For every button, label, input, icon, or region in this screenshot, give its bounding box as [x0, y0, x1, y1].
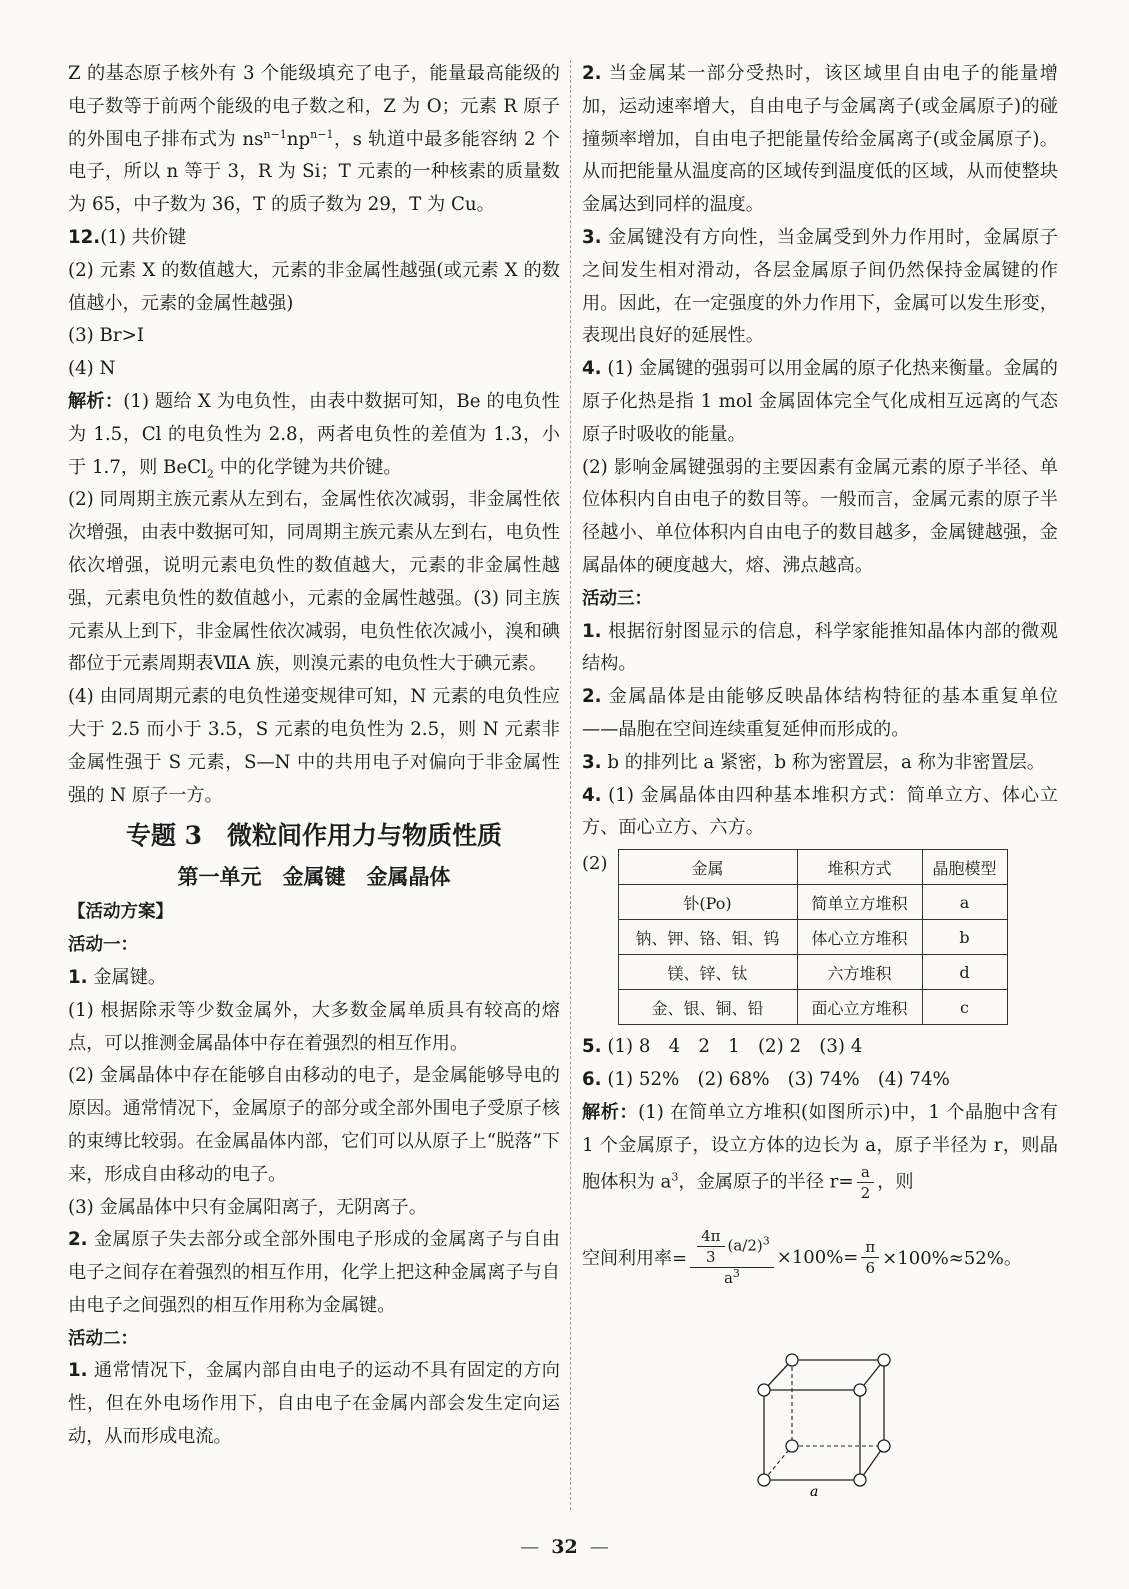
table-header: 堆积方式 [797, 850, 922, 885]
table-cell: 体心立方堆积 [797, 920, 922, 955]
table-cell: b [922, 920, 1007, 955]
analysis-12-2: (2) 同周期主族元素从左到右，金属性依次减弱，非金属性依次增强，由表中数据可知，同周期主族元素从左到右，电负性依次增强，说明元素电负性的数值越大，元素的非金属性越强，元素电负性的数值越小，元素的金属性越强。(3) 同主族元素从上到下，非金属性依次减弱，电负性依次减小，溴和碘都位于元素周期表ⅦA 族，则溴元素的电负性大于碘元素。 [68, 489, 560, 675]
activity-2-item-2: 2. 当金属某一部分受热时，该区域里自由电子的能量增加，运动速率增大，自由电子与金属离子(或金属原子)的碰撞频率增加，自由电子把能量传给金属离子(或金属原子)。从而把能量从温度高的区域传到温度低的区域，从而使整块金属达到同样的温度。 [582, 63, 1058, 216]
analysis-12-4: (4) 由同周期元素的电负性递变规律可知，N 元素的电负性应大于 2.5 而小于 3.5，S 元素的电负性为 2.5，则 N 元素非金属性强于 S 元素，S—N 中的共用电子对偏向于非金属性强的 N 原子一方。 [68, 686, 560, 806]
unit-title: 第一单元 金属键 金属晶体 [177, 864, 451, 890]
table-row [618, 955, 1007, 990]
table-row [618, 885, 1007, 920]
paragraph-z-analysis: Z 的基态原子核外有 3 个能级填充了电子，能量最高能级的电子数等于前两个能级的电子数之和，Z 为 O；元素 R 原子的外围电子排布式为 $ns^{n-1}np^{n-1}$，s 轨道中最多能容纳 2 个电子，所以 n 等于 3，R 为 Si；T 元素的一种核素的质量数为 65，中子数为 36，T 的质子数为 29，T 为 Cu。 [68, 63, 560, 216]
table-header: 金属 [618, 850, 797, 885]
activity-2-item-3: 3. 金属键没有方向性，当金属受到外力作用时，金属原子之间发生相对滑动，各层金属原子间仍然保持金属键的作用。因此，在一定强度的外力作用下，金属可以发生形变，表现出良好的延展性。 [582, 226, 1058, 347]
atom-node [878, 1354, 890, 1366]
activity-1-item-1b: (2) 金属晶体中存在能够自由移动的电子，是金属能够导电的原因。通常情况下，金属原子的部分或全部外围电子受原子核的束缚比较弱。在金属晶体内部，它们可以从原子上“脱落”下来，形成自由移动的电子。 [68, 1065, 560, 1185]
answer-12-2: (2) 元素 X 的数值越大，元素的非金属性越强(或元素 X 的数值越小，元素的金属性越强) [68, 259, 560, 314]
page-number: — 32 — [520, 1536, 609, 1558]
item-4-2-label: (2) [582, 853, 608, 875]
activity-2-item-1: 1. 通常情况下，金属内部自由电子的运动不具有固定的方向性，但在外电场作用下，自由电子在金属内部会发生定向运动，从而形成电流。 [68, 1360, 560, 1448]
atom-node [786, 1440, 798, 1452]
atom-node [758, 1384, 770, 1396]
four-pi-over-three: $\frac{4\pi}{3}$ [697, 1226, 724, 1267]
activity-1-item-2: 2. 金属原子失去部分或全部外围电子形成的金属离子与自由电子之间存在着强烈的相互作用，化学上把这种金属离子与自由电子之间强烈的相互作用称为金属键。 [68, 1229, 560, 1316]
activity-plan-heading: 【活动方案】 [68, 902, 173, 923]
analysis-12-1: 解析：(1) 题给 X 为电负性，由表中数据可知，Be 的电负性为 1.5，Cl 的电负性为 2.8，两者电负性的差值为 1.3，小于 1.7，则 BeCl$_2$ 中的化学键为共价键。 [68, 390, 560, 481]
utilization-fraction: $\frac{4\pi}{3}$ $(a/2)^3$ $a^3$ [690, 1226, 774, 1288]
atom-node [878, 1440, 890, 1452]
analysis-6: 解析：(1) 在简单立方堆积(如图所示)中，1 个晶胞中含有 1 个金属原子，设立方体的边长为 a，原子半径为 r，则晶胞体积为 $a^3$，金属原子的半径 r= $\frac{a}{2}$ ，则 [582, 1101, 1058, 1203]
table-cell: 六方堆积 [797, 955, 922, 990]
answer-12-4: (4) N [68, 358, 116, 380]
table-cell: 镁、锌、钛 [618, 955, 797, 990]
table-cell: 面心立方堆积 [797, 990, 922, 1025]
atom-node [854, 1384, 866, 1396]
answer-5: 5. (1) 8 4 2 1 (2) 2 (3) 4 [582, 1036, 863, 1058]
activity-3-item-4: 4. (1) 金属晶体由四种基本堆积方式：简单立方、体心立方、面心立方、六方。 [582, 784, 1058, 839]
space-utilization-formula: 空间利用率= $\frac{4\pi}{3}$ $(a/2)^3$ $a^3$ ×100%= $\frac{\pi}{6}$ ×100%≈52%。 [582, 1227, 1022, 1288]
activity-1-item-1a: (1) 根据除汞等少数金属外，大多数金属单质具有较高的熔点，可以推测金属晶体中存在着强烈的相互作用。 [68, 999, 560, 1054]
atom-node [758, 1474, 770, 1486]
atom-node [854, 1474, 866, 1486]
radius-fraction: $\frac{a}{2}$ [857, 1162, 875, 1203]
answer-12-3: (3) Br>I [68, 325, 145, 347]
table-cell: 简单立方堆积 [797, 885, 922, 920]
left-column [68, 58, 560, 1454]
table-row-wrapper [582, 849, 1058, 1025]
activity-1-heading: 活动一： [68, 935, 138, 956]
answer-12-1: 12.(1) 共价键 [68, 226, 187, 248]
activity-3-item-2: 2. 金属晶体是由能够反映晶体结构特征的基本重复单位——晶胞在空间连续重复延伸而形成的。 [582, 686, 1058, 740]
activity-1-item-1c: (3) 金属晶体中只有金属阳离子，无阴离子。 [68, 1196, 427, 1218]
activity-2-heading: 活动二： [68, 1328, 138, 1349]
table-cell: 钠、钾、铬、钼、钨 [618, 920, 797, 955]
stacking-table [618, 849, 1008, 1025]
edge-label: a [810, 1484, 819, 1498]
right-column [582, 58, 1058, 1301]
table-cell: 金、银、铜、铅 [618, 990, 797, 1025]
table-cell: 钋(Po) [618, 885, 797, 920]
activity-3-heading: 活动三： [582, 588, 652, 609]
activity-2-item-4a: 4. (1) 金属键的强弱可以用金属的原子化热来衡量。金属的原子化热是指 1 mol 金属固体完全气化成相互远离的气态原子时吸收的能量。 [582, 358, 1058, 445]
table-row [618, 990, 1007, 1025]
answer-6: 6. (1) 52% (2) 68% (3) 74% (4) 74% [582, 1068, 950, 1090]
table-row [618, 920, 1007, 955]
atom-node [786, 1354, 798, 1366]
table-cell: c [922, 990, 1007, 1025]
activity-1-item-1: 1. 金属键。 [68, 966, 167, 988]
simple-cubic-cell-diagram [740, 1348, 900, 1498]
column-divider [570, 60, 571, 1510]
table-header: 晶胞模型 [922, 850, 1007, 885]
table-cell: a [922, 885, 1007, 920]
table-cell: d [922, 955, 1007, 990]
activity-3-item-3: 3. b 的排列比 a 紧密，b 称为密置层，a 称为非密置层。 [582, 751, 1045, 773]
pi-over-six: $\frac{\pi}{6}$ [861, 1237, 879, 1278]
activity-3-item-1: 1. 根据衍射图显示的信息，科学家能推知晶体内部的微观结构。 [582, 620, 1058, 675]
activity-2-item-4b: (2) 影响金属键强弱的主要因素有金属元素的原子半径、单位体积内自由电子的数目等。一般而言，金属元素的原子半径越小、单位体积内自由电子的数目越多，金属键越强，金属晶体的硬度越大，熔、沸点越高。 [582, 456, 1058, 576]
chapter-title: 专题 3 微粒间作用力与物质性质 [125, 821, 503, 851]
